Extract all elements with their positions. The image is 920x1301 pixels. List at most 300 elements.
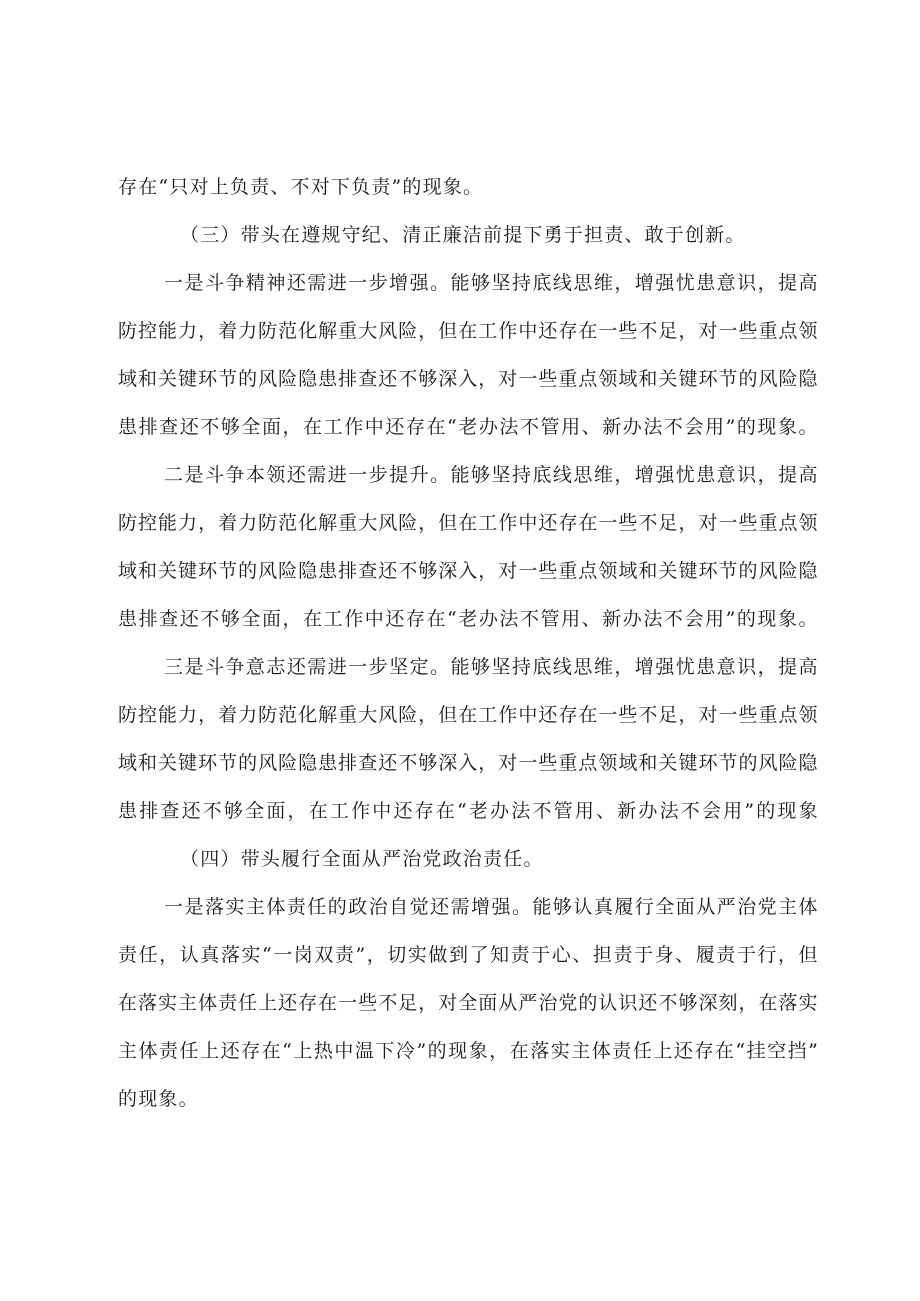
text-glyph: 不 xyxy=(378,992,398,1014)
text-glyph: 患 xyxy=(318,560,338,582)
text-glyph: 够 xyxy=(471,464,491,486)
text-glyph: ， xyxy=(282,608,302,630)
text-glyph: 增 xyxy=(389,272,409,294)
text-glyph: 认 xyxy=(573,896,593,918)
text-glyph: 认 xyxy=(598,992,618,1014)
text-glyph: 领 xyxy=(798,704,818,726)
paragraph-line xyxy=(118,691,818,739)
text-glyph: 坚 xyxy=(491,656,511,678)
text-glyph: 些 xyxy=(738,320,758,342)
text-glyph: 老 xyxy=(458,416,478,438)
text-glyph: 隐 xyxy=(298,752,318,774)
text-glyph: 在 xyxy=(458,320,478,342)
text-glyph: 险 xyxy=(398,704,418,726)
text-glyph: 挂 xyxy=(746,1040,766,1062)
text-glyph: 作 xyxy=(498,704,518,726)
text-glyph: ” xyxy=(725,416,736,438)
text-glyph: 识 xyxy=(737,656,757,678)
text-glyph: 上 xyxy=(200,1040,220,1062)
text-glyph: 对 xyxy=(698,320,718,342)
text-glyph: 键 xyxy=(678,368,698,390)
text-glyph: 化 xyxy=(298,320,318,342)
text-glyph: ， xyxy=(287,800,307,822)
text-glyph: 力 xyxy=(178,320,198,342)
text-glyph: 刻 xyxy=(718,992,738,1014)
text-glyph: 任 xyxy=(238,992,258,1014)
text-glyph: 重 xyxy=(558,560,578,582)
text-glyph: 对 xyxy=(698,512,718,534)
text-glyph: 的 xyxy=(738,560,758,582)
text-glyph: 对 xyxy=(698,704,718,726)
text-glyph: 点 xyxy=(778,320,798,342)
text-glyph: 在 xyxy=(303,608,323,630)
text-glyph: 到 xyxy=(448,944,468,966)
text-glyph: 识 xyxy=(737,272,757,294)
text-glyph: 工 xyxy=(323,416,343,438)
text-glyph: 控 xyxy=(138,512,158,534)
text-glyph: 思 xyxy=(573,656,593,678)
text-glyph: 维 xyxy=(593,656,613,678)
text-glyph: 排 xyxy=(139,800,159,822)
text-glyph: 自 xyxy=(389,896,409,918)
text-glyph: 中 xyxy=(364,416,384,438)
text-glyph: “ xyxy=(447,608,457,630)
text-glyph: 办 xyxy=(622,416,642,438)
text-glyph: 还 xyxy=(385,608,405,630)
text-glyph: 深 xyxy=(438,368,458,390)
text-glyph: 意 xyxy=(716,464,736,486)
text-glyph: 还 xyxy=(673,1040,693,1062)
text-glyph: 觉 xyxy=(409,896,429,918)
text-glyph: 一 xyxy=(518,752,538,774)
text-glyph: ” xyxy=(725,608,736,630)
text-glyph: 化 xyxy=(298,512,318,534)
text-glyph: 体 xyxy=(138,1040,158,1062)
text-glyph: 任 xyxy=(179,1040,199,1062)
text-glyph: 中 xyxy=(518,320,538,342)
text-glyph: 点 xyxy=(578,752,598,774)
text-glyph: 提 xyxy=(778,464,798,486)
text-glyph: 节 xyxy=(718,752,738,774)
text-glyph: 解 xyxy=(318,512,338,534)
text-glyph: 担 xyxy=(592,944,612,966)
text-glyph: 强 xyxy=(655,272,675,294)
text-glyph: 着 xyxy=(218,704,238,726)
text-glyph: 行 xyxy=(634,896,654,918)
paragraph-line xyxy=(118,403,818,451)
text-glyph: 重 xyxy=(758,512,778,534)
text-glyph: 从 xyxy=(498,992,518,1014)
text-glyph: 意 xyxy=(716,656,736,678)
text-glyph: 还 xyxy=(220,1040,240,1062)
text-glyph: 力 xyxy=(178,704,198,726)
text-glyph: 。 xyxy=(430,464,450,486)
text-glyph: 作 xyxy=(351,800,371,822)
text-glyph: 够 xyxy=(220,608,240,630)
text-glyph: 行 xyxy=(757,944,777,966)
text-glyph: 在 xyxy=(318,992,338,1014)
text-glyph: 责 xyxy=(286,896,306,918)
text-glyph: 用 xyxy=(574,800,594,822)
text-glyph: 落 xyxy=(204,896,224,918)
text-glyph: 还 xyxy=(538,704,558,726)
document-body xyxy=(118,163,818,1123)
text-glyph: 还 xyxy=(378,752,398,774)
text-glyph: 三 xyxy=(164,656,184,678)
text-glyph: 用 xyxy=(561,608,581,630)
text-glyph: 险 xyxy=(278,368,298,390)
text-glyph: 在 xyxy=(303,416,323,438)
text-glyph: 排 xyxy=(138,416,158,438)
text-glyph: 够 xyxy=(471,272,491,294)
text-glyph: 关 xyxy=(658,752,678,774)
text-glyph: 在 xyxy=(458,704,478,726)
text-glyph: 节 xyxy=(218,560,238,582)
text-glyph: 是 xyxy=(184,656,204,678)
text-glyph: 用 xyxy=(705,416,725,438)
text-glyph: 维 xyxy=(593,272,613,294)
text-glyph: 着 xyxy=(218,512,238,534)
text-glyph: 一 xyxy=(718,512,738,534)
text-glyph: 中 xyxy=(518,704,538,726)
text-glyph: 险 xyxy=(778,752,798,774)
text-glyph: 还 xyxy=(378,368,398,390)
text-glyph: 大 xyxy=(358,320,378,342)
text-glyph: 坚 xyxy=(389,656,409,678)
text-glyph: 在 xyxy=(509,1040,529,1062)
text-glyph: 全 xyxy=(241,416,261,438)
text-glyph: ， xyxy=(418,512,438,534)
text-glyph: 键 xyxy=(178,368,198,390)
text-glyph: ， xyxy=(198,320,218,342)
text-glyph: 在 xyxy=(118,992,138,1014)
text-glyph: 现 xyxy=(757,608,777,630)
text-glyph: ” xyxy=(355,944,366,966)
text-glyph: 点 xyxy=(778,512,798,534)
text-glyph: 键 xyxy=(178,560,198,582)
text-glyph: 入 xyxy=(458,560,478,582)
text-glyph: 患 xyxy=(118,608,138,630)
text-glyph: 升 xyxy=(409,464,429,486)
text-glyph: 身 xyxy=(654,944,674,966)
text-glyph: 进 xyxy=(327,656,347,678)
text-glyph: 任 xyxy=(632,1040,652,1062)
text-glyph: 思 xyxy=(573,464,593,486)
text-glyph: 全 xyxy=(458,992,478,1014)
text-glyph: 责 xyxy=(716,944,736,966)
text-glyph: 不 xyxy=(519,416,539,438)
text-glyph: 持 xyxy=(511,656,531,678)
text-glyph: 在 xyxy=(714,1040,734,1062)
text-glyph: 足 xyxy=(658,704,678,726)
text-glyph: 全 xyxy=(655,896,675,918)
text-glyph: 上 xyxy=(258,992,278,1014)
text-glyph: 争 xyxy=(225,656,245,678)
text-glyph: 力 xyxy=(238,320,258,342)
text-glyph: 履 xyxy=(695,944,715,966)
text-glyph: ， xyxy=(738,992,758,1014)
text-glyph: 一 xyxy=(273,944,293,966)
text-glyph: 化 xyxy=(298,704,318,726)
text-glyph: 控 xyxy=(138,320,158,342)
text-glyph: 关 xyxy=(158,368,178,390)
text-glyph: 实 xyxy=(407,944,427,966)
text-glyph: 上 xyxy=(653,1040,673,1062)
text-glyph: 够 xyxy=(220,416,240,438)
text-glyph: 冷 xyxy=(395,1040,415,1062)
text-glyph: 范 xyxy=(278,512,298,534)
text-glyph: 患 xyxy=(696,656,716,678)
text-glyph: 能 xyxy=(450,272,470,294)
text-glyph: 还 xyxy=(179,608,199,630)
text-glyph: 政 xyxy=(348,896,368,918)
text-glyph: 提 xyxy=(389,464,409,486)
text-glyph: 在 xyxy=(578,512,598,534)
text-glyph: 环 xyxy=(698,368,718,390)
text-glyph: 节 xyxy=(218,368,238,390)
text-glyph: 点 xyxy=(578,560,598,582)
text-glyph: 键 xyxy=(678,560,698,582)
text-glyph: 于 xyxy=(531,944,551,966)
text-glyph: 斗 xyxy=(204,656,224,678)
text-glyph: 些 xyxy=(538,368,558,390)
text-glyph: 一 xyxy=(348,272,368,294)
text-glyph: 键 xyxy=(178,752,198,774)
text-glyph: 坚 xyxy=(491,464,511,486)
text-glyph: 现 xyxy=(777,800,797,822)
text-glyph: 和 xyxy=(638,752,658,774)
text-glyph: 持 xyxy=(511,272,531,294)
text-glyph: ， xyxy=(366,944,386,966)
text-glyph: 大 xyxy=(358,704,378,726)
text-glyph: ， xyxy=(678,320,698,342)
text-glyph: 力 xyxy=(238,512,258,534)
text-glyph: 风 xyxy=(758,752,778,774)
text-glyph: 不 xyxy=(663,608,683,630)
text-glyph: 风 xyxy=(258,368,278,390)
text-glyph: 够 xyxy=(418,560,438,582)
text-glyph: 还 xyxy=(378,560,398,582)
text-glyph: 患 xyxy=(118,800,138,822)
text-glyph: 争 xyxy=(225,272,245,294)
text-glyph: 排 xyxy=(138,608,158,630)
text-glyph: 高 xyxy=(798,656,818,678)
text-glyph: 深 xyxy=(698,992,718,1014)
text-glyph: 于 xyxy=(736,944,756,966)
text-glyph: 。 xyxy=(430,656,450,678)
text-glyph: 险 xyxy=(278,560,298,582)
text-glyph: 管 xyxy=(540,608,560,630)
text-glyph: 但 xyxy=(438,320,458,342)
text-glyph: 查 xyxy=(358,752,378,774)
text-glyph: 不 xyxy=(202,800,222,822)
text-glyph: 会 xyxy=(684,608,704,630)
text-glyph: 需 xyxy=(307,272,327,294)
text-glyph: 风 xyxy=(258,752,278,774)
text-glyph: 还 xyxy=(286,656,306,678)
text-glyph: 需 xyxy=(450,896,470,918)
text-glyph: 入 xyxy=(458,752,478,774)
text-glyph: 存 xyxy=(405,416,425,438)
text-glyph: 还 xyxy=(538,512,558,534)
text-glyph: 作 xyxy=(344,608,364,630)
text-glyph: 办 xyxy=(478,416,498,438)
text-glyph: 环 xyxy=(198,752,218,774)
text-glyph: 隐 xyxy=(798,560,818,582)
text-glyph: 线 xyxy=(552,656,572,678)
text-glyph: 温 xyxy=(354,1040,374,1062)
text-glyph: 还 xyxy=(385,416,405,438)
text-glyph: 防 xyxy=(118,704,138,726)
text-glyph: 主 xyxy=(245,896,265,918)
text-glyph: 。 xyxy=(798,608,818,630)
text-glyph: ， xyxy=(282,416,302,438)
text-glyph: 岗 xyxy=(293,944,313,966)
text-glyph: 在 xyxy=(426,416,446,438)
text-glyph: 对 xyxy=(498,368,518,390)
text-glyph: 力 xyxy=(178,512,198,534)
text-glyph: 防 xyxy=(258,704,278,726)
text-glyph: 和 xyxy=(638,368,658,390)
text-glyph: 办 xyxy=(638,800,658,822)
text-glyph: 的 xyxy=(736,608,756,630)
text-glyph: 管 xyxy=(553,800,573,822)
text-glyph: 领 xyxy=(598,560,618,582)
text-glyph: 风 xyxy=(378,512,398,534)
text-glyph: 了 xyxy=(469,944,489,966)
text-glyph: 履 xyxy=(614,896,634,918)
text-glyph: 还 xyxy=(286,272,306,294)
text-glyph: 责 xyxy=(118,944,138,966)
text-glyph: 增 xyxy=(634,272,654,294)
text-glyph: 的 xyxy=(578,992,598,1014)
text-glyph: 落 xyxy=(778,992,798,1014)
text-glyph: 存 xyxy=(414,800,434,822)
text-glyph: ， xyxy=(478,752,498,774)
text-glyph: 法 xyxy=(499,416,519,438)
text-glyph: “ xyxy=(457,800,467,822)
text-glyph: 需 xyxy=(307,464,327,486)
text-glyph: 全 xyxy=(245,800,265,822)
text-glyph: 域 xyxy=(618,368,638,390)
text-glyph: 热 xyxy=(313,1040,333,1062)
text-glyph: 存 xyxy=(558,704,578,726)
text-glyph: 范 xyxy=(278,320,298,342)
text-glyph: 够 xyxy=(471,656,491,678)
text-glyph: 的 xyxy=(736,416,756,438)
text-glyph: 工 xyxy=(478,320,498,342)
text-glyph: 任 xyxy=(307,896,327,918)
text-glyph: 忧 xyxy=(675,464,695,486)
text-glyph: 节 xyxy=(718,368,738,390)
text-glyph: ， xyxy=(757,656,777,678)
text-glyph: 意 xyxy=(245,656,265,678)
text-glyph: 险 xyxy=(398,320,418,342)
text-glyph: 新 xyxy=(602,608,622,630)
text-glyph: 。 xyxy=(430,272,450,294)
text-glyph: 现 xyxy=(448,1040,468,1062)
section-heading: （四）带头履行全面从严治党政治责任。 xyxy=(180,848,544,870)
text-glyph: “ xyxy=(261,944,272,966)
text-glyph: 治 xyxy=(737,896,757,918)
text-glyph: 办 xyxy=(478,608,498,630)
text-glyph: 强 xyxy=(655,656,675,678)
text-glyph: 重 xyxy=(758,320,778,342)
text-glyph: 还 xyxy=(393,800,413,822)
text-glyph: 但 xyxy=(798,944,818,966)
text-glyph: 存 xyxy=(241,1040,261,1062)
text-glyph: 体 xyxy=(798,896,818,918)
text-glyph: 足 xyxy=(658,320,678,342)
text-glyph: 关 xyxy=(158,752,178,774)
text-glyph: 在 xyxy=(578,320,598,342)
text-glyph: 领 xyxy=(266,464,286,486)
text-glyph: 强 xyxy=(409,272,429,294)
text-glyph: ， xyxy=(478,560,498,582)
paragraph-line: 存在“只对上负责、不对下负责”的现象。 xyxy=(118,176,484,198)
text-glyph: ， xyxy=(418,992,438,1014)
text-glyph: 。 xyxy=(798,416,818,438)
text-glyph: 切 xyxy=(387,944,407,966)
text-glyph: 忧 xyxy=(675,272,695,294)
text-glyph: 排 xyxy=(338,560,358,582)
text-glyph: ， xyxy=(418,320,438,342)
text-glyph: 定 xyxy=(409,656,429,678)
text-glyph: ” xyxy=(808,1040,818,1062)
text-glyph: 需 xyxy=(307,656,327,678)
text-glyph: 党 xyxy=(558,992,578,1014)
text-glyph: 严 xyxy=(518,992,538,1014)
text-glyph: 查 xyxy=(160,800,180,822)
text-glyph: 一 xyxy=(518,368,538,390)
text-glyph: 老 xyxy=(458,608,478,630)
text-glyph: 不 xyxy=(663,416,683,438)
text-glyph: 些 xyxy=(538,560,558,582)
text-glyph: ， xyxy=(418,704,438,726)
text-glyph: 作 xyxy=(498,512,518,534)
text-glyph: 下 xyxy=(375,1040,395,1062)
text-glyph: 解 xyxy=(318,320,338,342)
text-glyph: 责 xyxy=(159,1040,179,1062)
text-glyph: 办 xyxy=(490,800,510,822)
text-glyph: 是 xyxy=(184,272,204,294)
text-glyph: 上 xyxy=(293,1040,313,1062)
text-glyph: 象 xyxy=(777,416,797,438)
text-glyph: 风 xyxy=(378,704,398,726)
text-glyph: 深 xyxy=(438,560,458,582)
text-glyph: 键 xyxy=(678,752,698,774)
text-glyph: 用 xyxy=(705,608,725,630)
text-glyph: 面 xyxy=(266,800,286,822)
text-glyph: 对 xyxy=(498,560,518,582)
text-glyph: 进 xyxy=(327,272,347,294)
text-glyph: ， xyxy=(198,704,218,726)
text-glyph: 还 xyxy=(278,992,298,1014)
text-glyph: 解 xyxy=(318,704,338,726)
text-glyph: 、 xyxy=(675,944,695,966)
text-glyph: 查 xyxy=(358,560,378,582)
text-glyph: 工 xyxy=(478,512,498,534)
text-glyph: 隐 xyxy=(798,368,818,390)
text-glyph: 中 xyxy=(372,800,392,822)
text-glyph: “ xyxy=(447,416,457,438)
text-glyph: 底 xyxy=(532,272,552,294)
text-glyph: 防 xyxy=(258,512,278,534)
text-glyph: 和 xyxy=(138,752,158,774)
text-glyph: 会 xyxy=(701,800,721,822)
text-glyph: 风 xyxy=(258,560,278,582)
text-glyph: 不 xyxy=(680,800,700,822)
